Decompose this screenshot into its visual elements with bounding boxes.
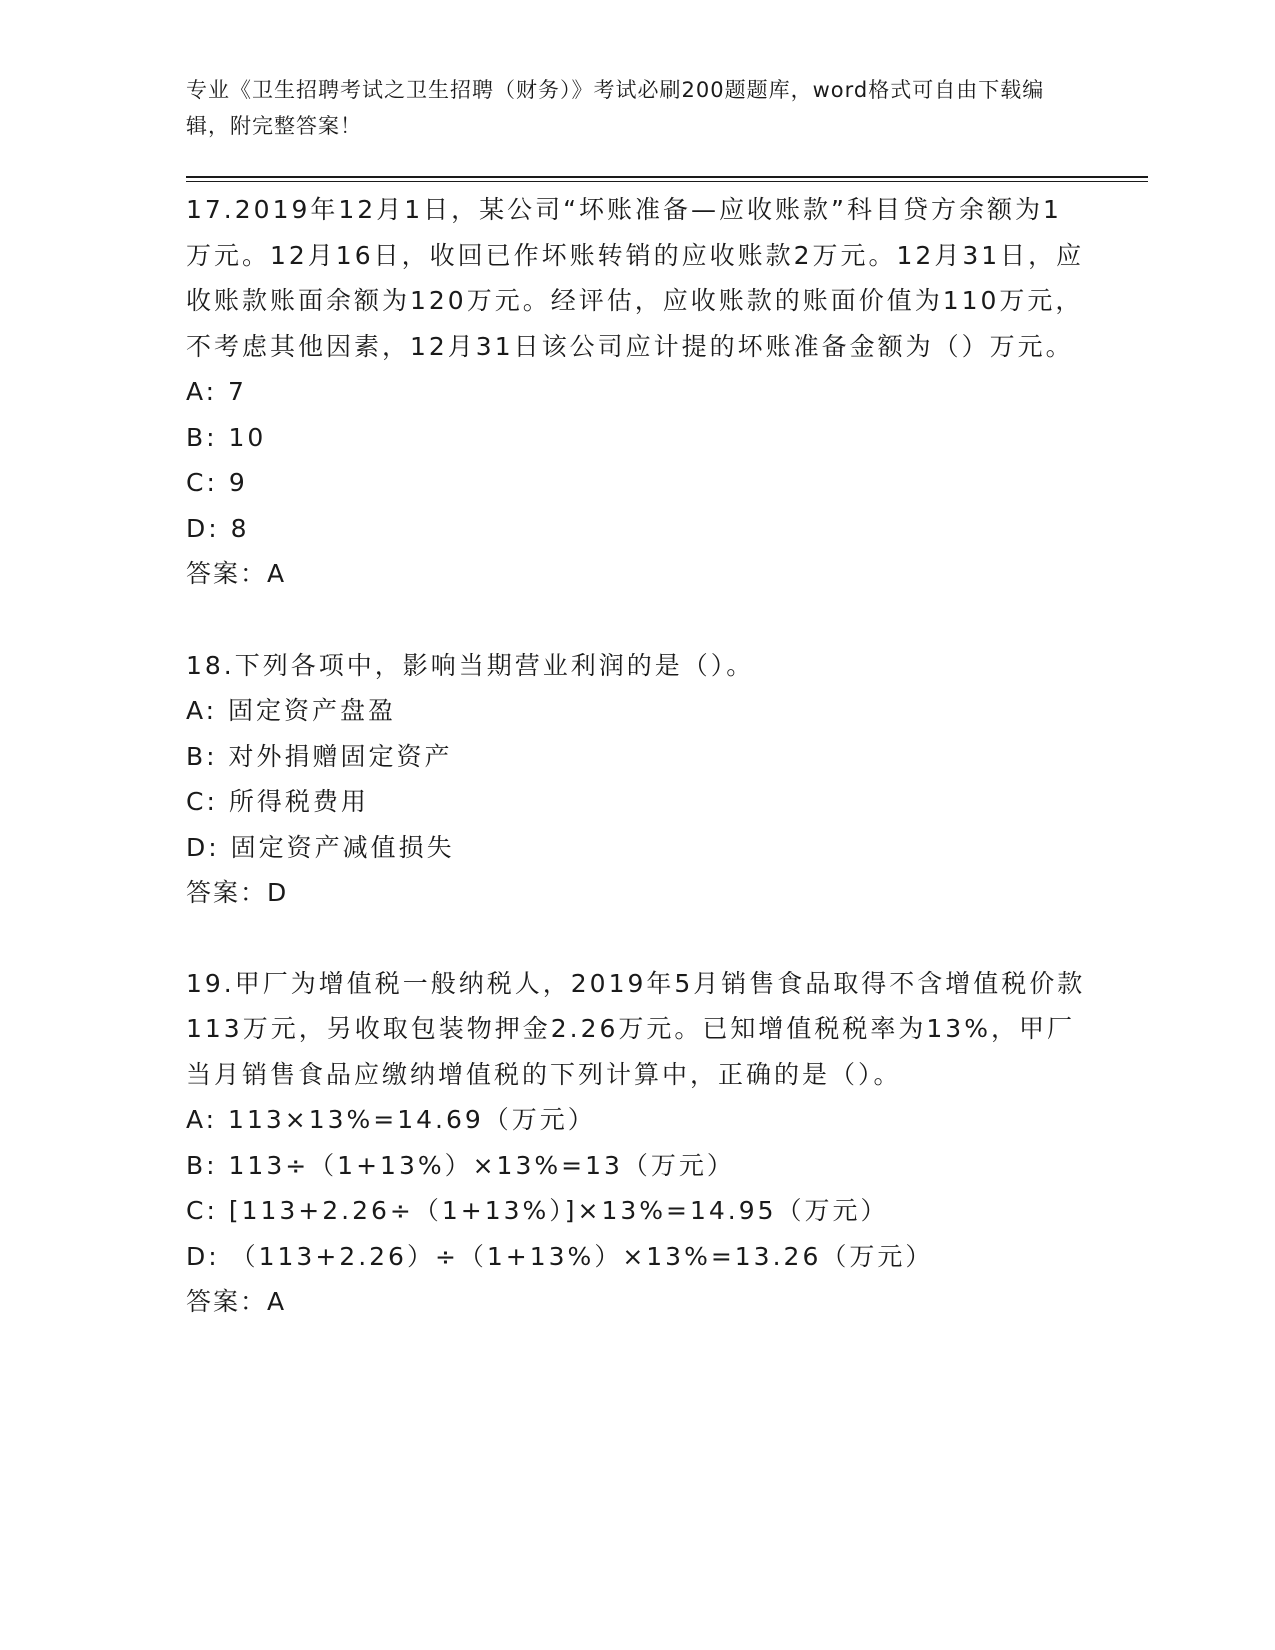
option-b: B: 对外捐赠固定资产 (186, 741, 453, 771)
question-17 (186, 187, 1086, 597)
option-d: D: 固定资产减值损失 (186, 832, 455, 862)
header-divider-thick (186, 176, 1148, 178)
question-spacer (186, 597, 1086, 643)
header-title: 专业《卫生招聘考试之卫生招聘（财务）》考试必刷200题题库，word格式可自由下载编辑，附完整答案！ (186, 78, 1045, 138)
question-19 (186, 961, 1086, 1325)
option-b: B: 10 (186, 422, 267, 452)
answer-line: 答案：A (186, 1287, 287, 1316)
option-d: D: （113+2.26）÷（1+13%）×13%=13.26（万元） (186, 1241, 934, 1271)
header-divider-thin (186, 181, 1148, 182)
option-a: A: 固定资产盘盈 (186, 696, 397, 725)
document-header (186, 72, 1066, 144)
option-a: A: 7 (186, 377, 247, 406)
question-stem: 19.甲厂为增值税一般纳税人，2019年5月销售食品取得不含增值税价款113万元，另收取包装物押金2.26万元。已知增值税税率为13%，甲厂当月销售食品应缴纳增值税的下列计算中，正确的是（）。 (186, 968, 1086, 1089)
question-list (186, 187, 1086, 1325)
answer-line: 答案：A (186, 559, 287, 588)
option-c: C: 9 (186, 468, 248, 497)
option-d: D: 8 (186, 513, 250, 543)
answer-line: 答案：D (186, 878, 289, 907)
question-spacer (186, 916, 1086, 961)
option-c: C: 所得税费用 (186, 787, 369, 816)
option-b: B: 113÷（1+13%）×13%=13（万元） (186, 1150, 735, 1180)
question-stem: 18.下列各项中，影响当期营业利润的是（）。 (186, 650, 755, 680)
question-stem: 17.2019年12月1日，某公司“坏账准备—应收账款”科目贷方余额为1万元。12月16日，收回已作坏账转销的应收账款2万元。12月31日，应收账款账面余额为120万元。经评估，应收账款的账面价值为110万元，不考虑其他因素，12月31日该公司应计提的坏账准备金额为（）万元。 (186, 195, 1085, 361)
option-a: A: 113×13%=14.69（万元） (186, 1105, 596, 1134)
question-18 (186, 643, 1086, 916)
option-c: C: [113+2.26÷（1+13%）]×13%=14.95（万元） (186, 1196, 889, 1225)
